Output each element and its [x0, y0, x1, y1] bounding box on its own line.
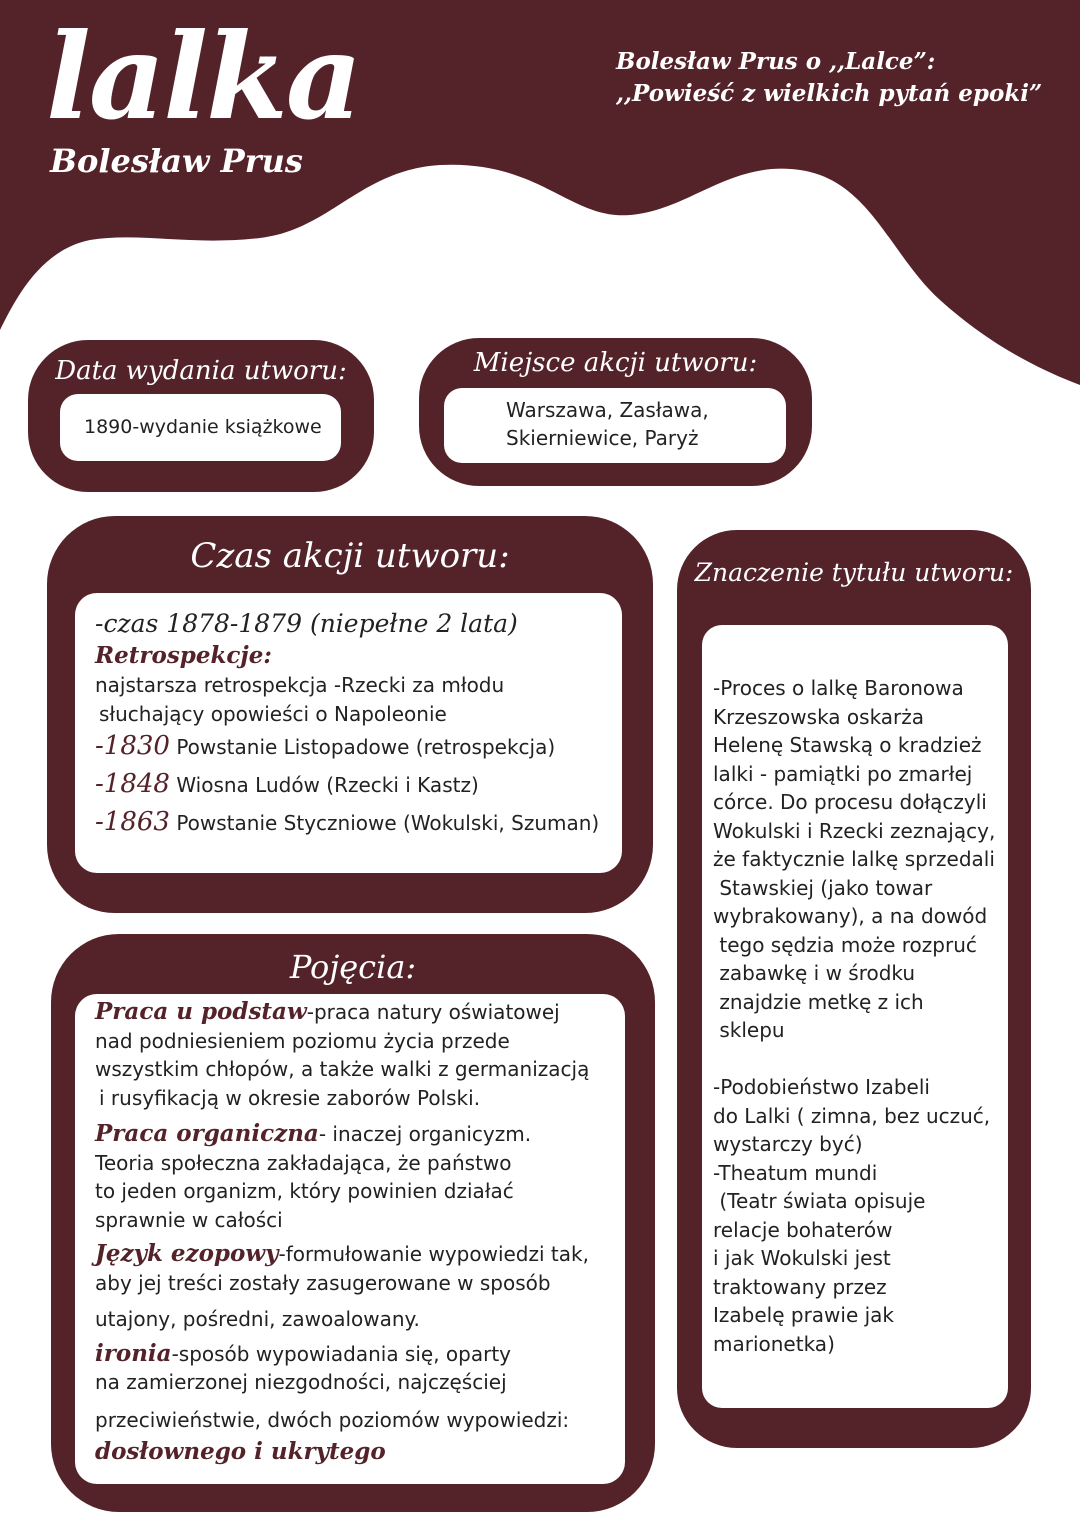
title-meaning-content: [702, 625, 1008, 1408]
title-meaning-line: córce. Do procesu dołączyli: [713, 790, 987, 814]
concepts-heading: Pojęcia:: [289, 948, 417, 986]
concept-term: Praca u podstaw: [95, 998, 307, 1025]
place-line-2: Skierniewice, Paryż: [506, 426, 699, 450]
publication-date-card: [28, 340, 374, 492]
concept-term: Język ezopowy: [95, 1240, 279, 1267]
title-meaning-line: wystarczy być): [713, 1132, 863, 1156]
concept-closing: dosłownego i ukrytego: [95, 1438, 386, 1465]
publication-date-value: 1890-wydanie książkowe: [84, 416, 322, 438]
concepts-content: [75, 994, 625, 1484]
oldest-retrospection-line-1: najstarsza retrospekcja -Rzecki za młodu: [95, 673, 505, 697]
title-meaning-line: Stawskiej (jako towar: [713, 875, 933, 900]
author-name: Bolesław Prus: [50, 142, 303, 180]
time-of-action-card: [47, 516, 653, 913]
title-meaning-line: -Theatum mundi: [713, 1160, 878, 1185]
publication-date-heading: Data wydania utworu:: [55, 356, 347, 386]
event-text: Powstanie Styczniowe (Wokulski, Szuman): [176, 811, 600, 835]
place-value: [506, 396, 709, 452]
concept-entry: [95, 1240, 625, 1334]
title-meaning-line: relacje bohaterów: [713, 1217, 893, 1242]
title-meaning-line: [713, 1045, 1008, 1074]
place-card: [419, 338, 812, 486]
concept-line: wszystkim chłopów, a także walki z germanizacją: [95, 1057, 590, 1081]
event-row: [95, 766, 620, 804]
place-value-box: [444, 388, 786, 463]
event-row: [95, 728, 620, 766]
title-meaning-line: traktowany przez: [713, 1274, 887, 1299]
concept-line: nad podniesieniem poziomu życia przede: [95, 1028, 510, 1053]
concepts-text: [95, 998, 625, 1467]
title-meaning-line: lalki - pamiątki po zmarłej: [713, 761, 973, 786]
publication-date-value-box: [60, 394, 341, 461]
concept-line: -sposób wypowiadania się, oparty: [171, 1341, 512, 1366]
concept-line: przeciwieństwie, dwóch poziomów wypowiedzi:: [95, 1407, 570, 1432]
title-meaning-line: do Lalki ( zimna, bez uczuć,: [713, 1103, 991, 1128]
title-meaning-card: [677, 530, 1031, 1448]
title-meaning-line: sklepu: [713, 1018, 785, 1042]
action-period: -czas 1878-1879 (niepełne 2 lata): [95, 609, 518, 638]
title-meaning-line: wybrakowany), a na dowód: [713, 904, 988, 928]
event-year: -1848: [95, 769, 170, 799]
concept-term: Praca organiczna: [95, 1120, 319, 1147]
concept-entry: [95, 998, 625, 1112]
concept-entry: [95, 1120, 625, 1234]
title-meaning-line: zabawkę i w środku: [713, 961, 916, 985]
place-line-1: Warszawa, Zasława,: [506, 398, 709, 422]
time-of-action-text: [95, 607, 620, 842]
event-row: [95, 804, 620, 842]
time-of-action-heading: Czas akcji utworu:: [190, 536, 510, 576]
concepts-card: [51, 934, 655, 1512]
concept-line: sprawnie w całości: [95, 1207, 283, 1232]
time-of-action-content: [75, 593, 622, 873]
quote-line-2: ,,Powieść z wielkich pytań epoki”: [616, 80, 1043, 107]
title-meaning-line: (Teatr świata opisuje: [713, 1189, 926, 1213]
author-quote: [616, 46, 1042, 110]
title-meaning-line: Izabelę prawie jak: [713, 1303, 895, 1327]
title-meaning-line: tego sędzia może rozpruć: [713, 932, 977, 957]
concept-line: na zamierzonej niezgodności, najczęściej: [95, 1370, 507, 1394]
event-year: -1830: [95, 731, 170, 761]
oldest-retrospection-line-2: słuchający opowieści o Napoleonie: [99, 701, 447, 726]
quote-line-1: Bolesław Prus o ,,Lalce”:: [616, 48, 936, 75]
title-meaning-heading: Znaczenie tytułu utworu:: [694, 558, 1014, 587]
place-heading: Miejsce akcji utworu:: [473, 348, 758, 378]
event-text: Powstanie Listopadowe (retrospekcja): [176, 735, 556, 759]
concept-line: -praca natury oświatowej: [306, 1000, 560, 1024]
event-year: -1863: [95, 807, 170, 837]
concept-line: - inaczej organicyzm.: [318, 1122, 532, 1146]
title-meaning-line: znajdzie metkę z ich: [713, 989, 924, 1014]
title-meaning-line: i jak Wokulski jest: [713, 1246, 891, 1270]
concept-term: ironia: [95, 1339, 172, 1367]
concept-line: i rusyfikacją w okresie zaborów Polski.: [99, 1085, 481, 1110]
title-meaning-text: [713, 674, 1008, 1358]
concept-line: to jeden organizm, który powinien działać: [95, 1179, 514, 1203]
title-meaning-line: Wokulski i Rzecki zeznający,: [713, 818, 996, 843]
document-title: lalka: [46, 7, 361, 146]
title-meaning-line: Helenę Stawską o kradzież: [713, 733, 982, 757]
concept-line: Teoria społeczna zakładająca, że państwo: [95, 1150, 512, 1175]
concept-line: -formułowanie wypowiedzi tak,: [278, 1242, 589, 1266]
title-meaning-line: marionetka): [713, 1331, 835, 1356]
concept-line: utajony, pośredni, zawoalowany.: [95, 1307, 420, 1331]
title-meaning-line: Krzeszowska oskarża: [713, 704, 925, 729]
retrospections-label: Retrospekcje:: [95, 642, 272, 669]
title-meaning-line: -Proces o lalkę Baronowa: [713, 676, 964, 700]
event-text: Wiosna Ludów (Rzecki i Kastz): [176, 773, 479, 797]
concept-line: aby jej treści zostały zasugerowane w sposób: [95, 1270, 551, 1295]
concept-entry: [95, 1340, 625, 1467]
title-meaning-line: że faktycznie lalkę sprzedali: [713, 847, 995, 871]
title-meaning-line: -Podobieństwo Izabeli: [713, 1075, 930, 1099]
